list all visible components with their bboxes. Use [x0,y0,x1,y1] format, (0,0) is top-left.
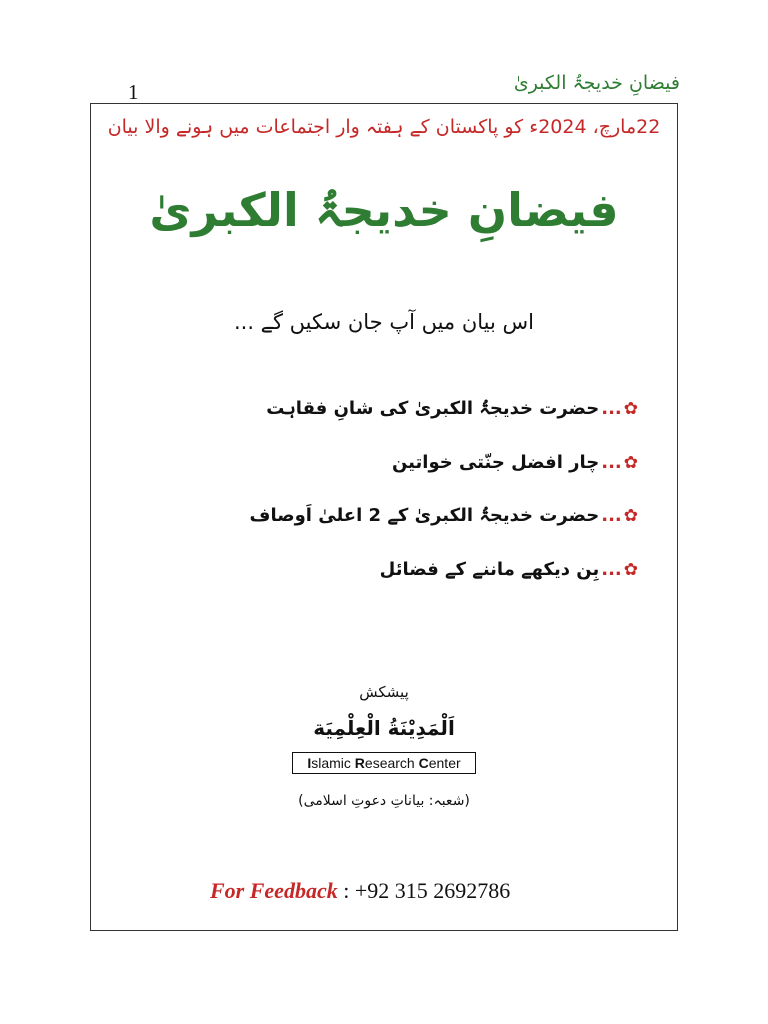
org-letter: C [418,755,429,771]
topic-item [250,505,638,526]
feedback-line [210,878,510,904]
feedback-phone: +92 315 2692786 [354,878,511,903]
topic-prefix: ... [601,398,622,419]
org-word-part: enter [428,755,461,771]
topic-text: حضرت خدیجۃُ الکبریٰ کی شانِ فقاہت [266,398,600,419]
lecture-date-line: 22مارچ، 2024ء کو پاکستان کے ہفتہ وار اجتماعات میں ہونے والا بیان [107,116,661,138]
org-word-part: slamic [311,755,355,771]
topic-text: حضرت خدیجۃُ الکبریٰ کے 2 اعلیٰ اَوصاف [249,505,600,526]
presents-label: پیشکش [359,683,409,701]
page-number: 1 [128,80,139,104]
org-letter: R [354,755,365,771]
intro-line: اس بیان میں آپ جان سکیں گے ... [233,310,535,334]
org-word-part: esearch [364,755,419,771]
topic-prefix: ... [601,452,622,473]
feedback-label: For Feedback [210,878,338,903]
org-name-english [292,752,476,774]
flower-icon: ✿ [623,398,638,419]
running-header-title: فیضانِ خدیجۃُ الکبریٰ [513,72,680,94]
topic-item [392,452,638,473]
main-title: فیضانِ خدیجۃُ الکبریٰ [149,183,619,237]
topic-text: بِن دیکھے ماننے کے فضائل [379,559,600,580]
topic-text: چار افضل جنّتی خواتین [391,452,600,473]
feedback-separator: : [343,878,350,903]
org-name-arabic: اَلْمَدِيْنَةُ الْعِلْمِيَة [313,716,455,740]
flower-icon: ✿ [623,559,638,580]
topic-item [266,398,638,419]
topic-item [380,559,638,580]
flower-icon: ✿ [623,505,638,526]
flower-icon: ✿ [623,452,638,473]
topic-prefix: ... [601,505,622,526]
org-letter: I [307,755,312,771]
topic-prefix: ... [601,559,622,580]
department-label: (شعبہ: بیاناتِ دعوتِ اسلامی) [298,793,470,809]
